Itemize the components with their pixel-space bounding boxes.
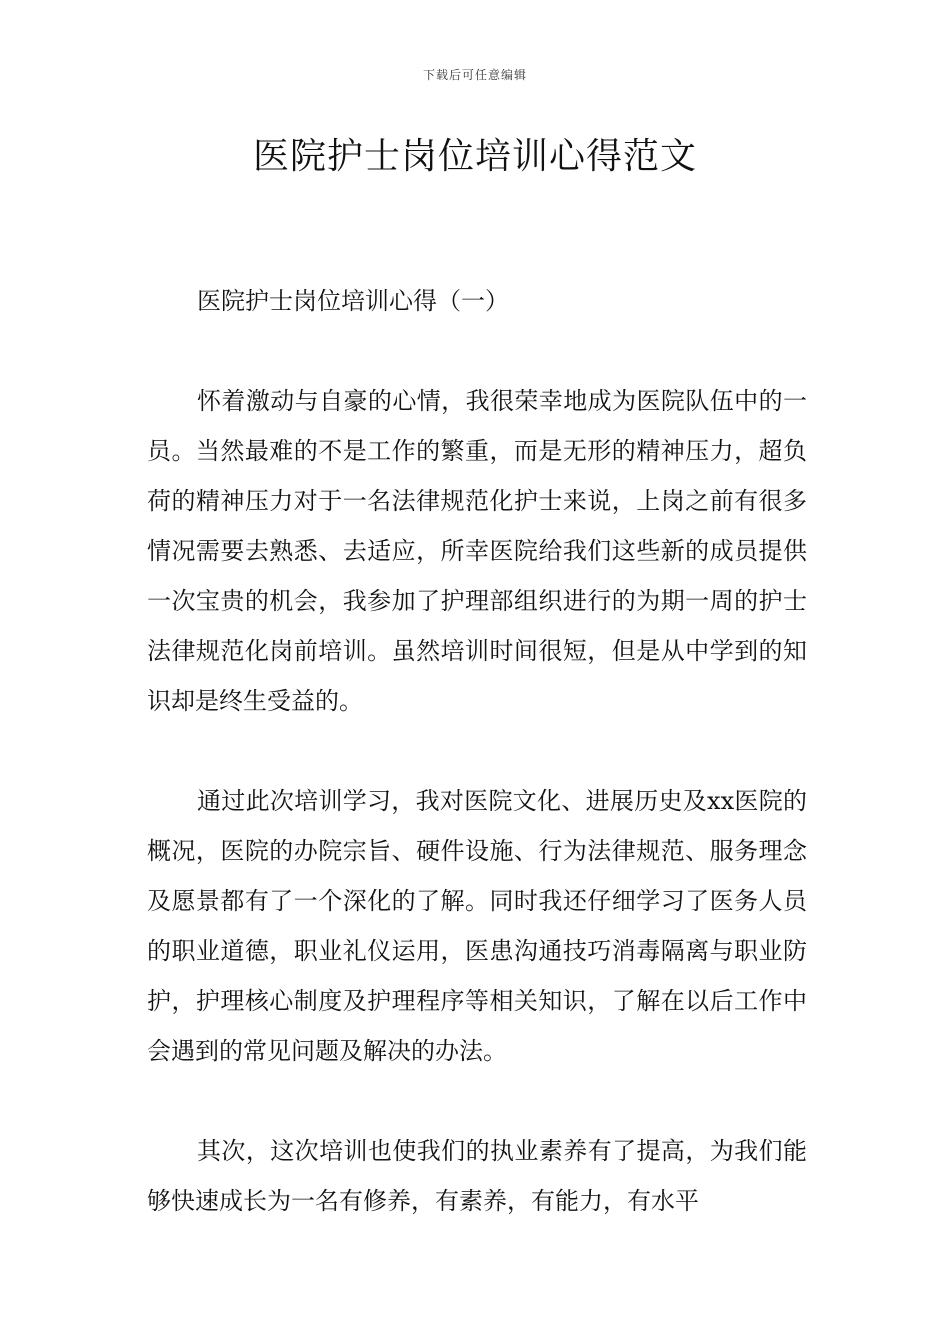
section-heading: 医院护士岗位培训心得（一）	[197, 287, 509, 315]
paragraph-3: 其次，这次培训也使我们的执业素养有了提高，为我们能够快速成长为一名有修养，有素养，有能力，有水平	[147, 1137, 807, 1215]
paragraph-spacer	[147, 1076, 807, 1126]
document-body	[147, 276, 807, 1226]
document-title: 医院护士岗位培训心得范文	[252, 136, 697, 177]
page-header-note: 下载后可任意编辑	[422, 68, 527, 82]
paragraph-2: 通过此次培训学习，我对医院文化、进展历史及xx医院的概况，医院的办院宗旨、硬件设施、行为法律规范、服务理念及愿景都有了一个深化的了解。同时我还仔细学习了医务人员的职业道德，职业礼仪运用，医患沟通技巧消毒隔离与职业防护，护理核心制度及护理程序等相关知识，了解在以后工作中会遇到的常见问题及解决的办法。	[147, 787, 807, 1065]
paragraph-spacer	[147, 326, 807, 376]
paragraph-1: 怀着激动与自豪的心情，我很荣幸地成为医院队伍中的一员。当然最难的不是工作的繁重，而是无形的精神压力，超负荷的精神压力对于一名法律规范化护士来说，上岗之前有很多情况需要去熟悉、去适应，所幸医院给我们这些新的成员提供一次宝贵的机会，我参加了护理部组织进行的为期一周的护士法律规范化岗前培训。虽然培训时间很短，但是从中学到的知识却是终生受益的。	[147, 387, 807, 715]
paragraph-spacer	[147, 726, 807, 776]
